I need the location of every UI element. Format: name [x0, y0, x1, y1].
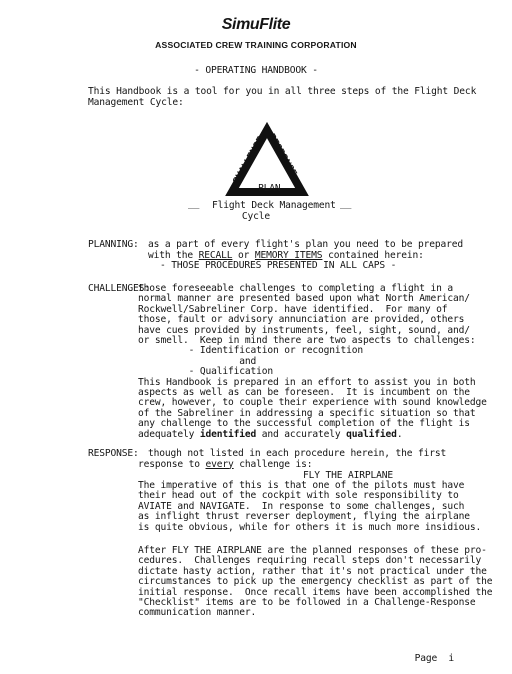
qualified-term: qualified — [346, 428, 397, 440]
challenges-line: have cues provided by instruments, feel, sight, sound, and/ — [138, 324, 470, 336]
challenges-last-line: adequately identified and accurately qualified. — [138, 428, 403, 440]
plan-label: PLAN — [258, 183, 281, 194]
logo: SimuFlite — [221, 16, 291, 33]
response-line: initial response. Once recall items have been accomplished the — [138, 586, 493, 598]
diagram-caption-line-1: Flight Deck Management — [212, 200, 336, 211]
challenges-line: Rockwell/Sabreliner Corp. have identified. For many of — [138, 303, 448, 315]
fly-the-airplane: FLY THE AIRPLANE — [303, 470, 394, 481]
response-line: cedures. Challenges requiring recall steps don't necessarily — [138, 555, 482, 567]
intro-line-2: Management Cycle: — [88, 96, 184, 108]
challenges-line: and — [138, 355, 257, 367]
challenges-line: - Qualification — [138, 366, 274, 378]
challenges-line: - Identification or recognition — [138, 345, 364, 357]
caption-dash-right: __ — [340, 198, 352, 209]
company-name: ASSOCIATED CREW TRAINING CORPORATION — [155, 40, 357, 50]
caption-dash-left: __ — [188, 198, 200, 209]
page-number: Page i — [414, 653, 454, 664]
response-line: their head out of the cockpit with sole responsibility to — [138, 490, 459, 502]
response-paragraph-2 — [138, 546, 492, 619]
challenges-body — [138, 284, 487, 440]
challenge-label: CHALLENGE — [230, 134, 266, 186]
response-line: dictate hasty action, rather that it's not practical under the — [138, 565, 487, 577]
response-line: is quite obvious, while for others it is much more insidious. — [138, 521, 482, 533]
response-paragraph-1 — [138, 481, 481, 533]
response-label: RESPONSE — [267, 131, 300, 178]
response-line: AVIATE and NAVIGATE. In response to some challenges, such — [138, 500, 465, 512]
every-term: every — [205, 458, 234, 470]
challenges-line: crew, however, to couple their experience with sound knowledge — [138, 397, 487, 409]
challenges-label: CHALLENGES: — [88, 283, 150, 294]
planning-line-1: as a part of every flight's plan you need to be prepared — [148, 239, 464, 250]
response-line: communication manner. — [138, 607, 257, 619]
response-line: "Checklist" items are to be followed in a Challenge-Response — [138, 597, 476, 609]
challenges-line: or smell. Keep in mind there are two aspects to challenges: — [138, 335, 476, 347]
challenges-line: those foreseeable challenges to completing a flight in a — [138, 283, 454, 294]
challenges-line: This Handbook is prepared in an effort to assist you in both — [138, 376, 476, 388]
response-line-2: response to every challenge is: — [138, 458, 313, 470]
challenges-line: normal manner are presented based upon what North American/ — [138, 293, 470, 305]
response-line: The imperative of this is that one of the pilots must have — [138, 480, 465, 491]
intro-line-1: This Handbook is a tool for you in all three steps of the Flight Deck — [88, 86, 477, 97]
planning-line-2: with the RECALL or MEMORY ITEMS contained herein: — [148, 249, 424, 261]
identified-term: identified — [199, 428, 257, 440]
challenges-line: of the Sabreliner in addressing a specific situation so that — [138, 407, 476, 419]
planning-label: PLANNING: — [88, 239, 139, 250]
recall-term: RECALL — [198, 249, 233, 261]
response-line: circumstances to pick up the emergency checklist as part of the — [138, 576, 493, 588]
challenges-line: any challenge to the successful completion of the flight is — [138, 418, 470, 430]
memory-items-term: MEMORY ITEMS — [254, 249, 323, 261]
document-title: - OPERATING HANDBOOK - — [194, 65, 318, 76]
diagram-caption-line-2: Cycle — [241, 211, 271, 222]
challenges-line: those, fault or advisory annunciation are provided, others — [138, 314, 465, 326]
response-line: as inflight thrust reverser deployment, flying the airplane — [138, 511, 470, 523]
response-line-1: though not listed in each procedure herein, the first — [148, 448, 447, 459]
response-line: After FLY THE AIRPLANE are the planned responses of these pro- — [138, 545, 487, 556]
challenges-line: aspects as well as can be foreseen. It is incumbent on the — [138, 387, 470, 399]
planning-line-3: - THOSE PROCEDURES PRESENTED IN ALL CAPS - — [160, 260, 397, 271]
response-label: RESPONSE: — [88, 448, 139, 459]
